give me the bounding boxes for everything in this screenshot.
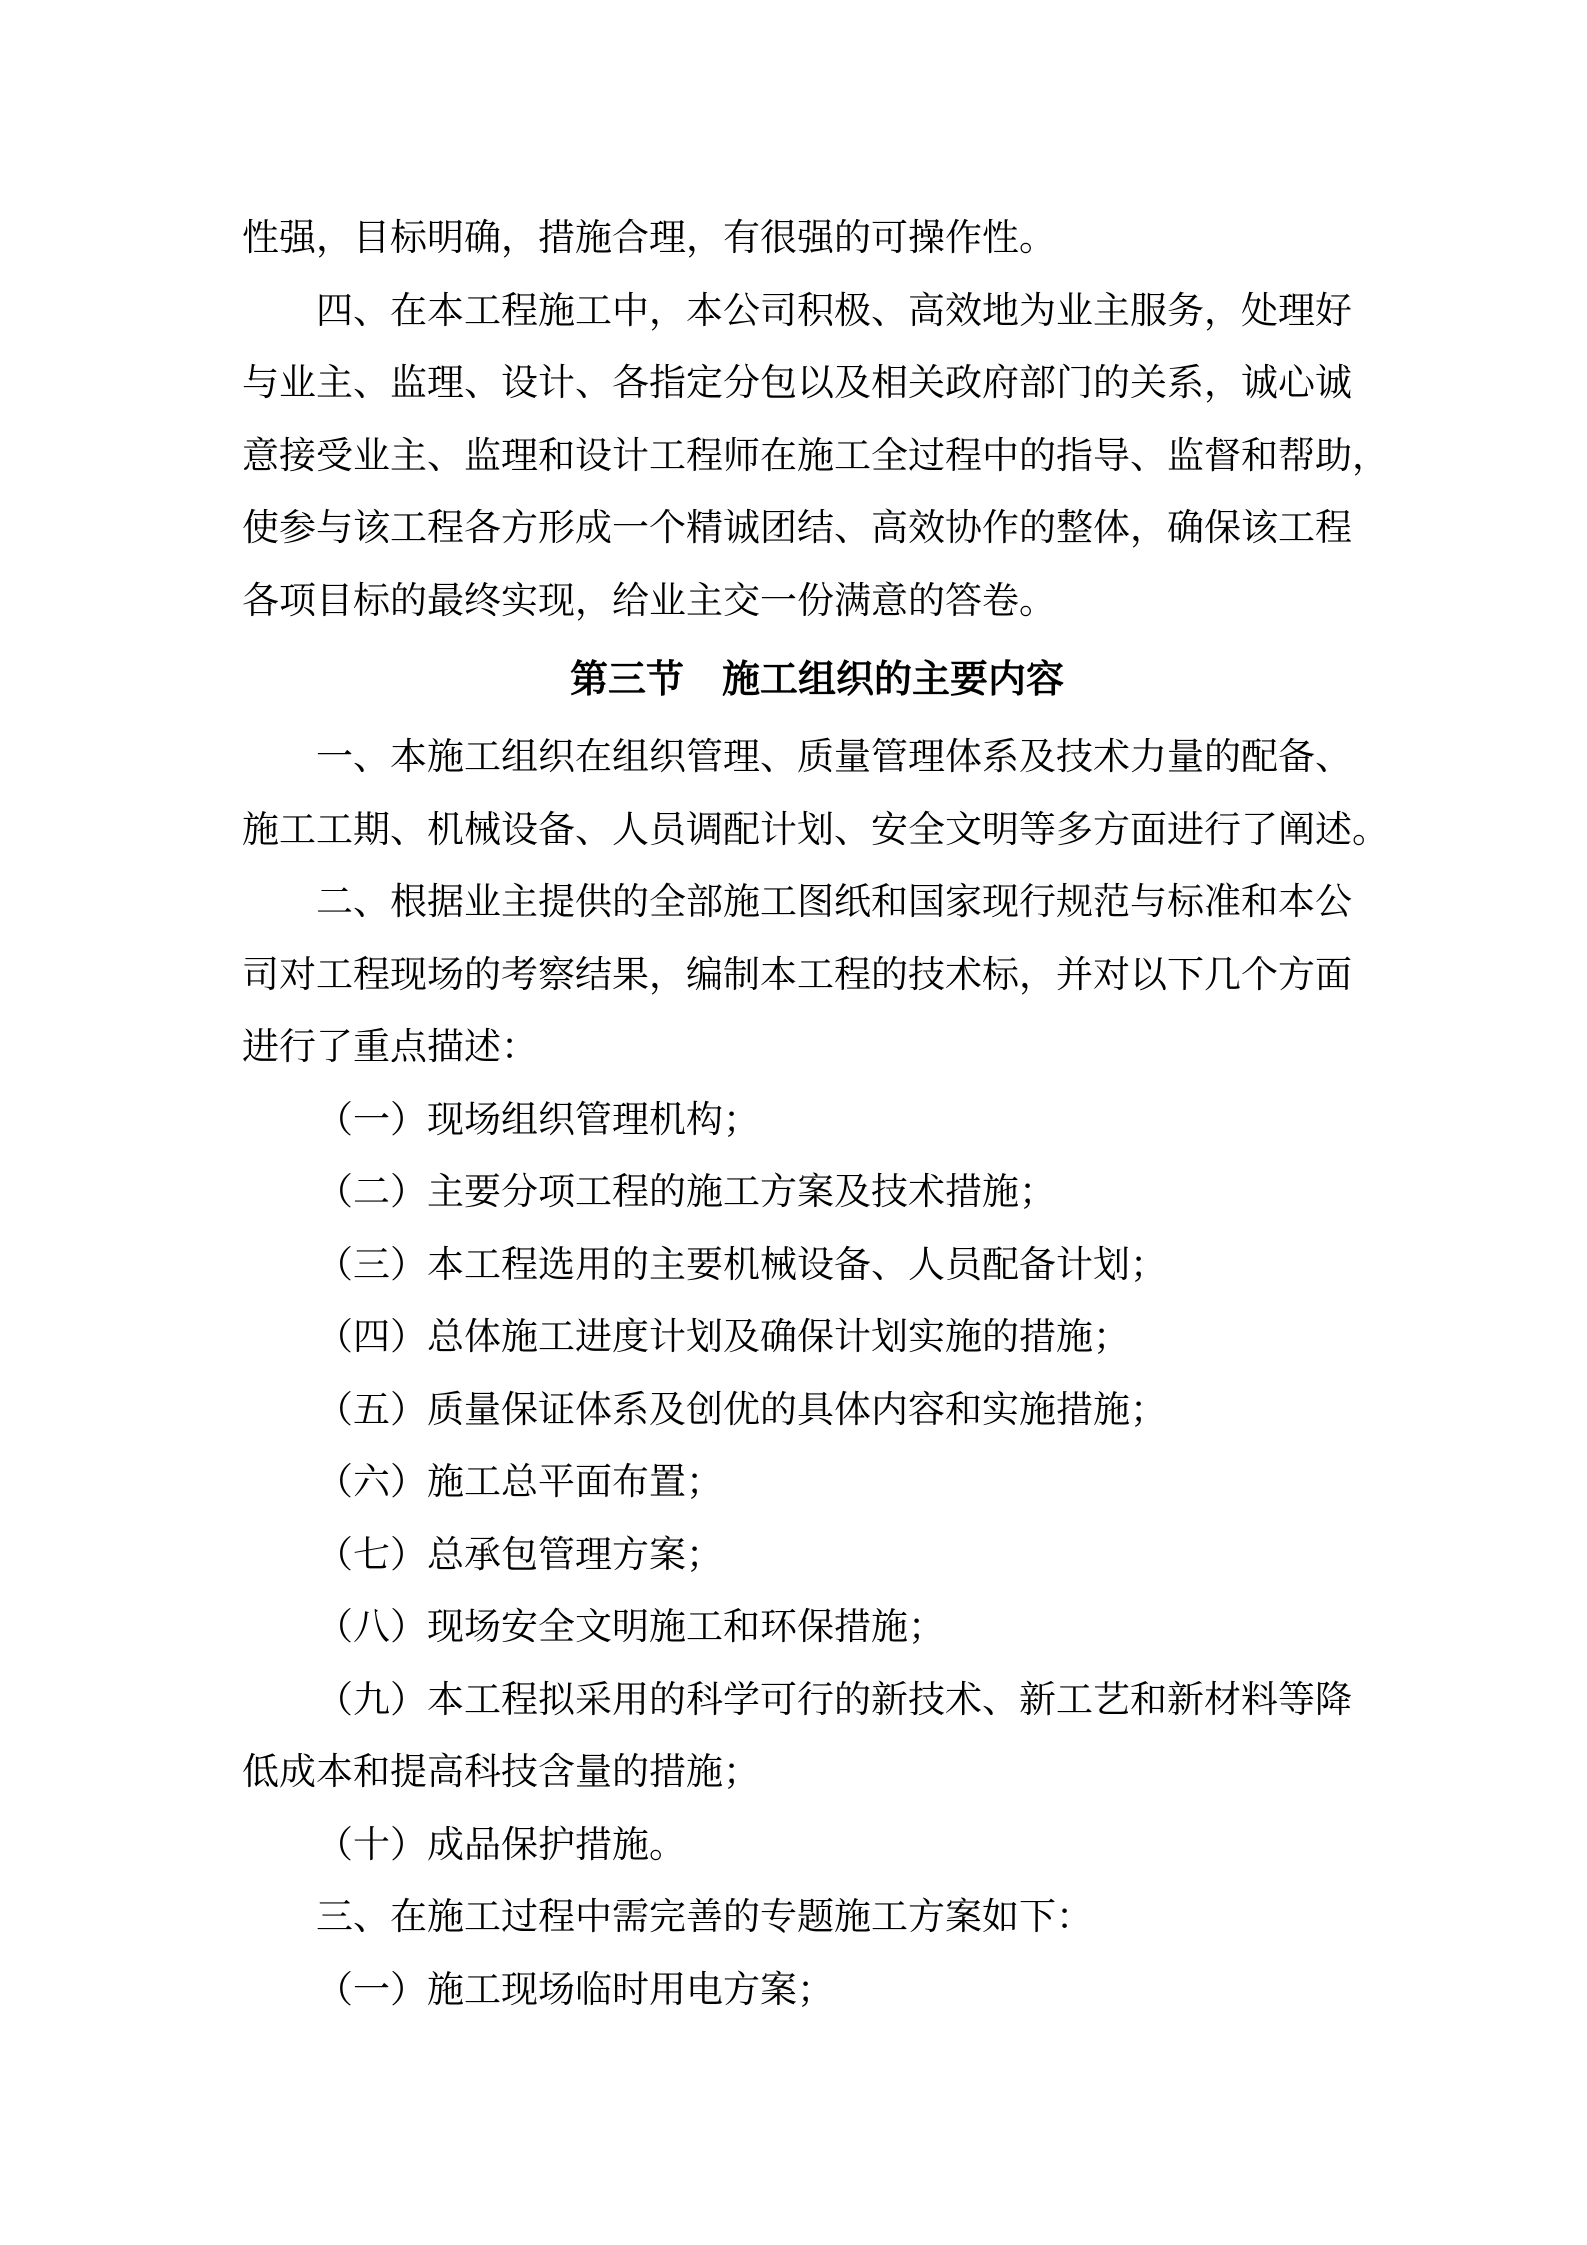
list-item: （四）总体施工进度计划及确保计划实施的措施；: [316, 1315, 1130, 1358]
paragraph-line: 司对工程现场的考察结果，编制本工程的技术标，并对以下几个方面: [242, 952, 1352, 996]
section-heading: 第三节 施工组织的主要内容: [569, 656, 1064, 701]
list-item: （一）现场组织管理机构；: [316, 1097, 760, 1141]
list-item: （六）施工总平面布置；: [316, 1460, 723, 1503]
list-item: （二）主要分项工程的施工方案及技术措施；: [316, 1170, 1056, 1213]
paragraph-line: 各项目标的最终实现，给业主交一份满意的答卷。: [242, 578, 1056, 622]
paragraph-line: 性强，目标明确，措施合理，有很强的可操作性。: [242, 216, 1056, 259]
paragraph-line: 一、本施工组织在组织管理、质量管理体系及技术力量的配备、: [316, 735, 1352, 778]
paragraph-line: 意接受业主、监理和设计工程师在施工全过程中的指导、监督和帮助，: [242, 433, 1389, 477]
list-item: （一）施工现场临时用电方案；: [316, 1967, 834, 2011]
list-item-continuation: 低成本和提高科技含量的措施；: [242, 1750, 760, 1793]
paragraph-line: 施工工期、机械设备、人员调配计划、安全文明等多方面进行了阐述。: [242, 807, 1389, 851]
list-item: （七）总承包管理方案；: [316, 1532, 723, 1576]
list-item: （三）本工程选用的主要机械设备、人员配备计划；: [316, 1242, 1167, 1286]
paragraph-line: 与业主、监理、设计、各指定分包以及相关政府部门的关系，诚心诚: [242, 361, 1352, 404]
list-item: （八）现场安全文明施工和环保措施；: [316, 1605, 945, 1648]
paragraph-line: 四、在本工程施工中，本公司积极、高效地为业主服务，处理好: [316, 288, 1352, 332]
paragraph-line: 二、根据业主提供的全部施工图纸和国家现行规范与标准和本公: [316, 880, 1352, 923]
paragraph-line: 使参与该工程各方形成一个精诚团结、高效协作的整体，确保该工程: [242, 506, 1352, 549]
list-item: （九）本工程拟采用的科学可行的新技术、新工艺和新材料等降: [316, 1677, 1352, 1721]
document-body: [242, 202, 1389, 2026]
list-item: （十）成品保护措施。: [316, 1822, 686, 1866]
list-item: （五）质量保证体系及创优的具体内容和实施措施；: [316, 1387, 1167, 1431]
paragraph-line: 三、在施工过程中需完善的专题施工方案如下：: [316, 1895, 1093, 1938]
paragraph-line: 进行了重点描述：: [242, 1025, 538, 1068]
